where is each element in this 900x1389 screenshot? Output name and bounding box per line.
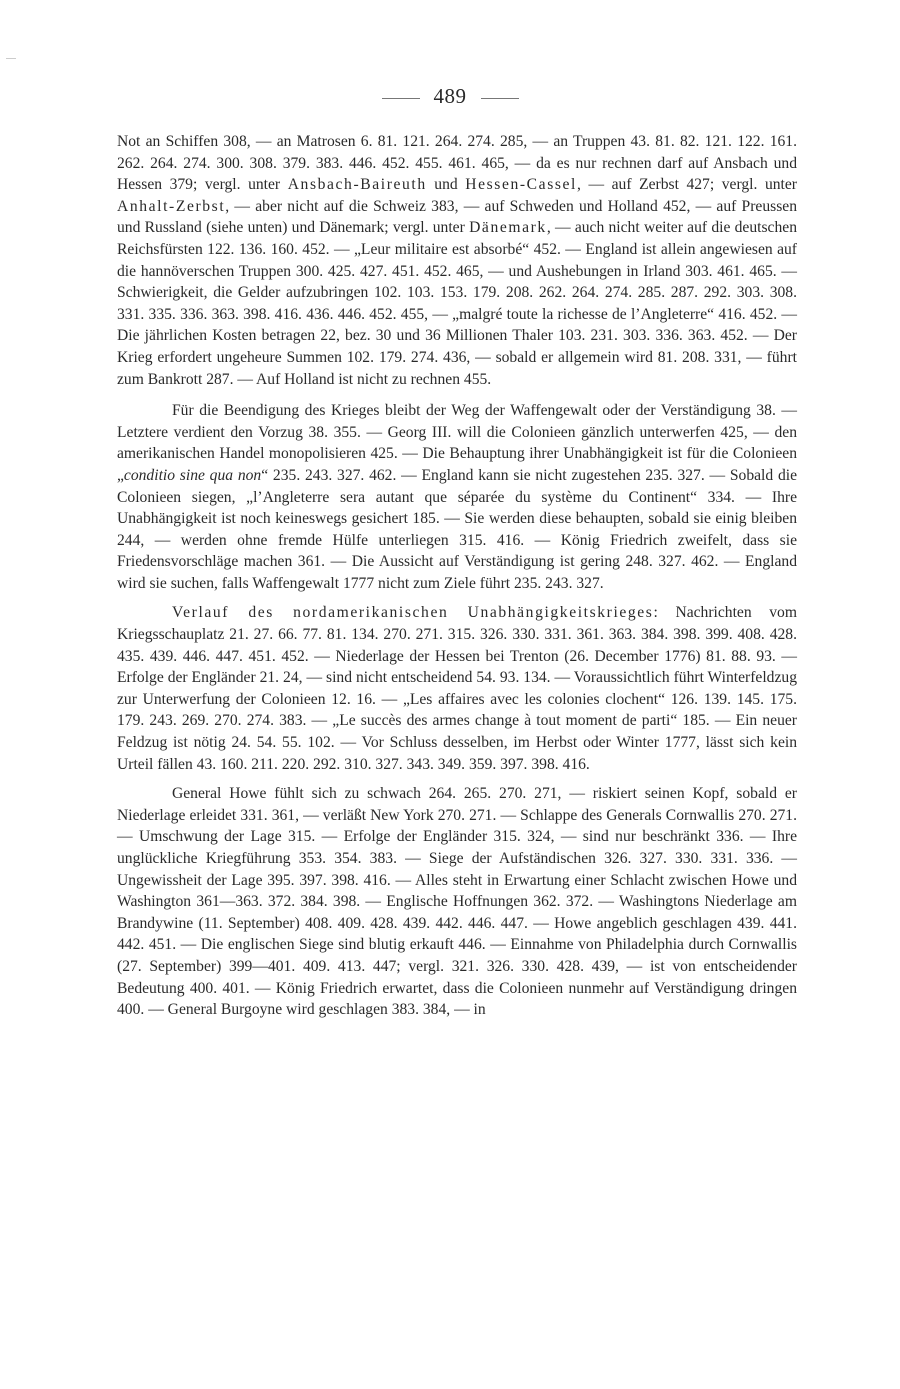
spaced-keyword: Dänemark	[469, 219, 547, 237]
paragraph	[117, 602, 797, 775]
scan-margin-mark	[6, 58, 16, 59]
spaced-keyword: Hessen-Cassel	[465, 176, 577, 194]
text-segment: , — auf Zerbst 427; vergl. unter	[577, 176, 797, 194]
text-segment: General Howe fühlt sich zu schwach 264. 265. 270. 271, — riskiert seinen Kopf, sobald er Niederlage erleidet 331. 361, — verläßt New York 270. 271. — Schlappe des Generals Cornwallis 270. 271. — Umschwung der Lage 315. — Erfolge der Engländer 315. 324, — sind nur beschränkt 336. — Ihre unglückliche Kriegführung 353. 354. 383. — Siege der Aufständischen 326. 327. 330. 331. 336. — Ungewissheit der Lage 395. 397. 398. 416. — Alles steht in Erwartung einer Schlacht zwischen Howe und Washington 361—363. 372. 384. 398. — Englische Hoffnungen 362. 372. — Washingtons Niederlage am Brandywine (11. September) 408. 409. 428. 439. 442. 446. 447. — Howe angeblich geschlagen 439. 441. 442. 451. — Die englischen Siege sind blutig erkauft 446. — Einnahme von Philadelphia durch Cornwallis (27. September) 399—401. 409. 413. 447; vergl. 321. 326. 330. 428. 439, — ist von entscheidender Bedeutung 400. 401. — König Friedrich erwartet, dass die Colonieen nunmehr auf Verständigung dringen 400. — General Burgoyne wird geschlagen 383. 384, — in	[117, 785, 797, 1019]
page-header	[0, 84, 900, 109]
text-segment: : Nachrichten vom Kriegsschauplatz 21. 27. 66. 77. 81. 134. 270. 271. 315. 326. 330. 331. 361. 363. 384. 398. 399. 408. 428. 435. 439. 446. 447. 451. 452. — Niederlage der Hessen bei Trenton (26. December 1776) 81. 88. 93. — Erfolge der Engländer 21. 24, — sind nicht entscheidend 54. 93. 134. — Voraussichtlich führt Winterfeldzug zur Unterwerfung der Colonieen 12. 16. — „Les affaires avec les colonies clochent“ 126. 139. 145. 175. 179. 243. 269. 270. 274. 383. — „Le succès des armes change à tout moment de parti“ 185. — Ein neuer Feldzug ist nötig 24. 54. 55. 102. — Vor Schluss desselben, im Herbst oder Winter 1777, lässt sich kein Urteil fällen 43. 160. 211. 220. 292. 310. 327. 343. 349. 359. 397. 398. 416.	[117, 604, 797, 773]
text-segment: und	[426, 176, 466, 194]
text-segment: Für die Beendigung des Krieges bleibt der Weg der Waffengewalt oder der Verständigung 38. — Letztere verdient den Vorzug 38. 355. — Georg III. will die Colonieen gänzlich unterwerfen 425, — den amerikanischen Handel monopolisieren 425. — Die Behauptung ihrer Unabhängigkeit ist für die Colonieen „	[117, 402, 797, 484]
body-text	[117, 131, 797, 1029]
italic-phrase: conditio sine qua non	[123, 466, 262, 484]
paragraph	[117, 400, 797, 594]
spaced-keyword: Verlauf des nordamerikanischen Unabhängigkeitskrieges	[172, 604, 654, 622]
spaced-keyword: Ansbach-Baireuth	[287, 176, 427, 194]
paragraph	[117, 783, 797, 1021]
header-rule-left	[382, 98, 420, 99]
text-segment: , — auch nicht weiter auf die deutschen Reichsfürsten 122. 136. 160. 452. — „Leur militaire est absorbé“ 452. — England ist allein angewiesen auf die hannöverschen Truppen 300. 425. 427. 451. 452. 465, — und Aushebungen in Irland 303. 461. 465. — Schwierigkeit, die Gelder aufzubringen 102. 103. 153. 179. 208. 262. 264. 274. 285. 287. 292. 303. 308. 331. 335. 336. 363. 398. 416. 436. 446. 452. 455, — „malgré toute la richesse de l’Angleterre“ 416. 452. — Die jährlichen Kosten betragen 22, bez. 30 und 36 Millionen Thaler 103. 231. 303. 336. 363. 452. — Der Krieg erfordert ungeheure Summen 102. 179. 274. 436, — sobald er allgemein wird 81. 208. 331, — führt zum Bankrott 287. — Auf Holland ist nicht zu rechnen 455.	[117, 219, 797, 388]
text-segment: , — aber nicht auf die Schweiz 383, — auf Schweden und Holland 452, — auf Preussen und Russland (siehe unten) und Dänemark; vergl. unter	[117, 197, 797, 237]
page-number: 489	[433, 84, 467, 108]
paragraph	[117, 131, 797, 390]
header-rule-right	[481, 98, 519, 99]
text-segment: Not an Schiffen 308, — an Matrosen 6. 81. 121. 264. 274. 285, — an Truppen 43. 81. 82. 121. 122. 161. 262. 264. 274. 300. 308. 379. 383. 446. 452. 455. 461. 465, — da es nur rechnen darf auf Ansbach und Hessen 379; vergl. unter	[117, 133, 797, 194]
spaced-keyword: Anhalt-Zerbst	[117, 197, 226, 215]
text-segment: “ 235. 243. 327. 462. — England kann sie nicht zugestehen 235. 327. — Sobald die Colonieen siegen, „l’Angleterre sera autant que séparée du système du Continent“ 334. — Ihre Unabhängigkeit ist noch keineswegs gesichert 185. — Sie werden diese behaupten, sobald sie einig bleiben 244, — werden ohne fremde Hülfe unterliegen 315. 416. — König Friedrich zweifelt, dass sie Friedensvorschläge machen 361. — Die Aussicht auf Verständigung ist gering 248. 327. 462. — England wird sie suchen, falls Waffengewalt 1777 nicht zum Ziele führt 235. 243. 327.	[117, 466, 797, 592]
